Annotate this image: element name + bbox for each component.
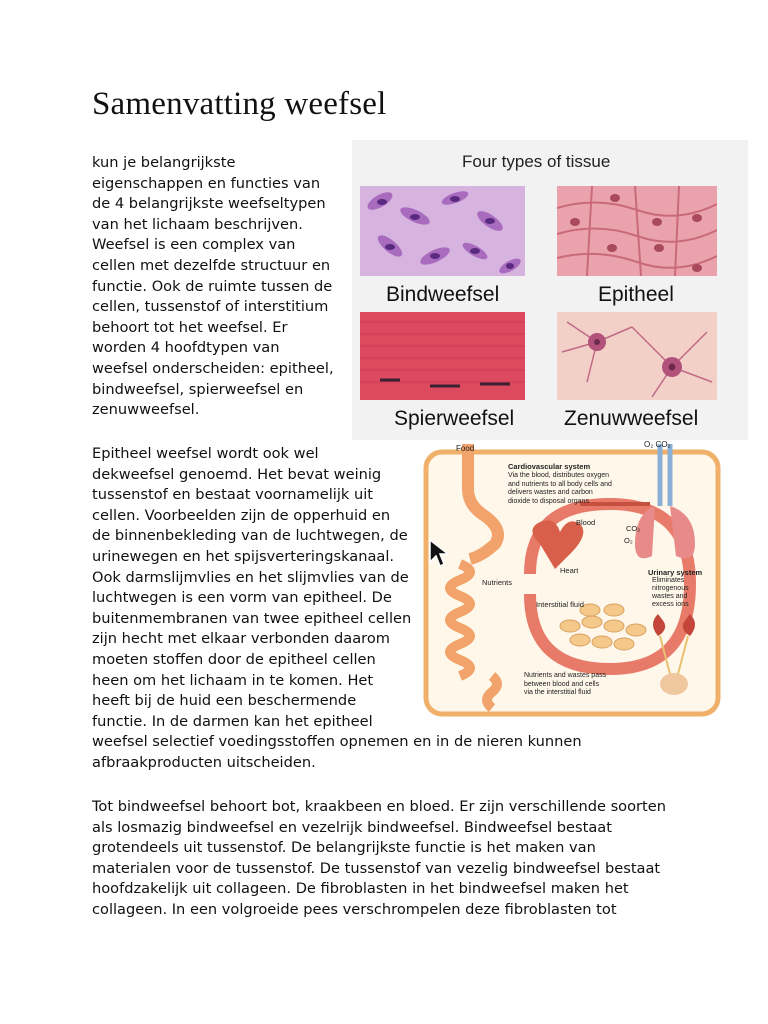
text-line: worden 4 hoofdtypen van xyxy=(92,339,280,357)
label-urinary-title: Urinary system xyxy=(648,568,703,577)
text-line: Nutrients and wastes pass xyxy=(524,672,607,679)
text-line: Via the blood, distributes oxygen xyxy=(508,472,610,479)
text-line: functie. Ook de ruimte tussen de xyxy=(92,277,333,295)
text-line: zijn hecht met elkaar verbonden daarom xyxy=(92,630,390,648)
label-epitheel: Epitheel xyxy=(598,283,674,306)
text-line: excess ions xyxy=(652,601,689,608)
text-line: tussenstof en bestaat voornamelijk uit xyxy=(92,486,374,504)
page-title: Samenvatting weefsel xyxy=(92,86,387,122)
text-line: Ook darmslijmvlies en het slijmvlies van de xyxy=(92,568,409,586)
bindweefsel-image xyxy=(360,186,525,276)
label-spierweefsel: Spierweefsel xyxy=(394,407,515,430)
text-line: cellen. Voorbeelden zijn de opperhuid en xyxy=(92,506,391,524)
text-line: delivers wastes and carbon xyxy=(508,489,593,496)
text-line: als losmazig bindweefsel en vezelrijk bindweefsel. Bindweefsel bestaat xyxy=(92,818,612,836)
text-line: de binnenbekleding van de luchtwegen, de xyxy=(92,527,408,545)
text-line: hoofdzakelijk uit collageen. De fibroblasten in het bindweefsel maken het xyxy=(92,880,629,898)
label-heart: Heart xyxy=(560,566,579,575)
text-line: Weefsel is een complex van xyxy=(92,236,296,254)
tissue-types-figure xyxy=(352,140,748,440)
figure-title: Four types of tissue xyxy=(462,152,611,171)
text-line: afbraakproducten uitscheiden. xyxy=(92,753,316,771)
paragraph-intro xyxy=(92,153,334,421)
text-line: zenuwweefsel. xyxy=(92,401,200,419)
spierweefsel-image xyxy=(360,312,525,400)
epitheel-image xyxy=(557,186,717,276)
label-nutrients: Nutrients xyxy=(482,578,513,587)
text-line: collageen. In een volgroeide pees verschrompelen deze fibroblasten tot xyxy=(92,900,617,918)
paragraph-bindweefsel xyxy=(92,797,666,921)
text-line: Eliminates xyxy=(652,577,685,584)
label-urinary-text xyxy=(652,577,689,609)
mouse-cursor-icon xyxy=(428,538,450,572)
text-line: heen om het lichaam in te komen. Het xyxy=(92,671,374,689)
text-line: dioxide to disposal organs xyxy=(508,497,589,505)
text-line: eigenschappen en functies van xyxy=(92,174,321,192)
text-line: bindweefsel, spierweefsel en xyxy=(92,380,304,398)
text-line: functie. In de darmen kan het epitheel xyxy=(92,712,373,730)
text-line: weefsel selectief voedingsstoffen opnemen en in de nieren kunnen xyxy=(92,733,582,751)
text-line: wastes and xyxy=(652,593,688,600)
label-food: Food xyxy=(456,444,475,453)
label-bindweefsel: Bindweefsel xyxy=(386,283,500,306)
text-line: behoort tot het weefsel. Er xyxy=(92,318,288,336)
label-blood: Blood xyxy=(576,518,596,527)
zenuwweefsel-image xyxy=(557,312,717,400)
label-co2: CO₂ xyxy=(626,524,641,533)
text-line: buitenmembranen van twee epitheel cellen xyxy=(92,609,412,627)
text-line: dekweefsel genoemd. Het bevat weinig xyxy=(92,465,382,483)
text-line: weefsel onderscheiden: epitheel, xyxy=(92,359,334,377)
text-line: heeft bij de huid een beschermende xyxy=(92,692,357,710)
text-line: materialen voor de tussenstof. De tussenstof van vezelig bindweefsel bestaat xyxy=(92,859,661,877)
label-interstitial-fluid: Interstitial fluid xyxy=(536,600,584,609)
text-line: between blood and cells xyxy=(524,680,600,688)
organ-systems-figure xyxy=(420,440,724,719)
text-line: kun je belangrijkste xyxy=(92,154,236,171)
text-line: Tot bindweefsel behoort bot, kraakbeen en bloed. Er zijn verschillende soorten xyxy=(92,798,666,815)
label-exchange-text xyxy=(524,672,606,698)
text-line: Epitheel weefsel wordt ook wel xyxy=(92,445,319,462)
text-line: van het lichaam beschrijven. xyxy=(92,215,303,233)
label-o2: O₂ xyxy=(624,536,633,545)
text-line: urinewegen en het spijsverteringskanaal. xyxy=(92,547,395,565)
text-line: luchtwegen is een vorm van epitheel. De xyxy=(92,589,392,607)
text-line: and nutrients to all body cells and xyxy=(508,480,612,488)
label-cardio-text xyxy=(508,472,612,506)
text-line: nitrogenous xyxy=(652,585,689,592)
text-line: cellen met dezelfde structuur en xyxy=(92,256,331,274)
text-line: de 4 belangrijkste weefseltypen xyxy=(92,195,326,213)
text-line: via the interstitial fluid xyxy=(524,689,591,696)
text-line: grotendeels uit tussenstof. De belangrijkste functie is het maken van xyxy=(92,839,596,857)
text-line: moeten stoffen door de epitheel cellen xyxy=(92,650,376,668)
label-cardio-title: Cardiovascular system xyxy=(508,462,591,471)
label-zenuwweefsel: Zenuwweefsel xyxy=(564,407,699,430)
text-line: cellen, tussenstof of interstitium xyxy=(92,298,329,316)
label-o2-co2: O₂ CO₂ xyxy=(644,440,671,449)
